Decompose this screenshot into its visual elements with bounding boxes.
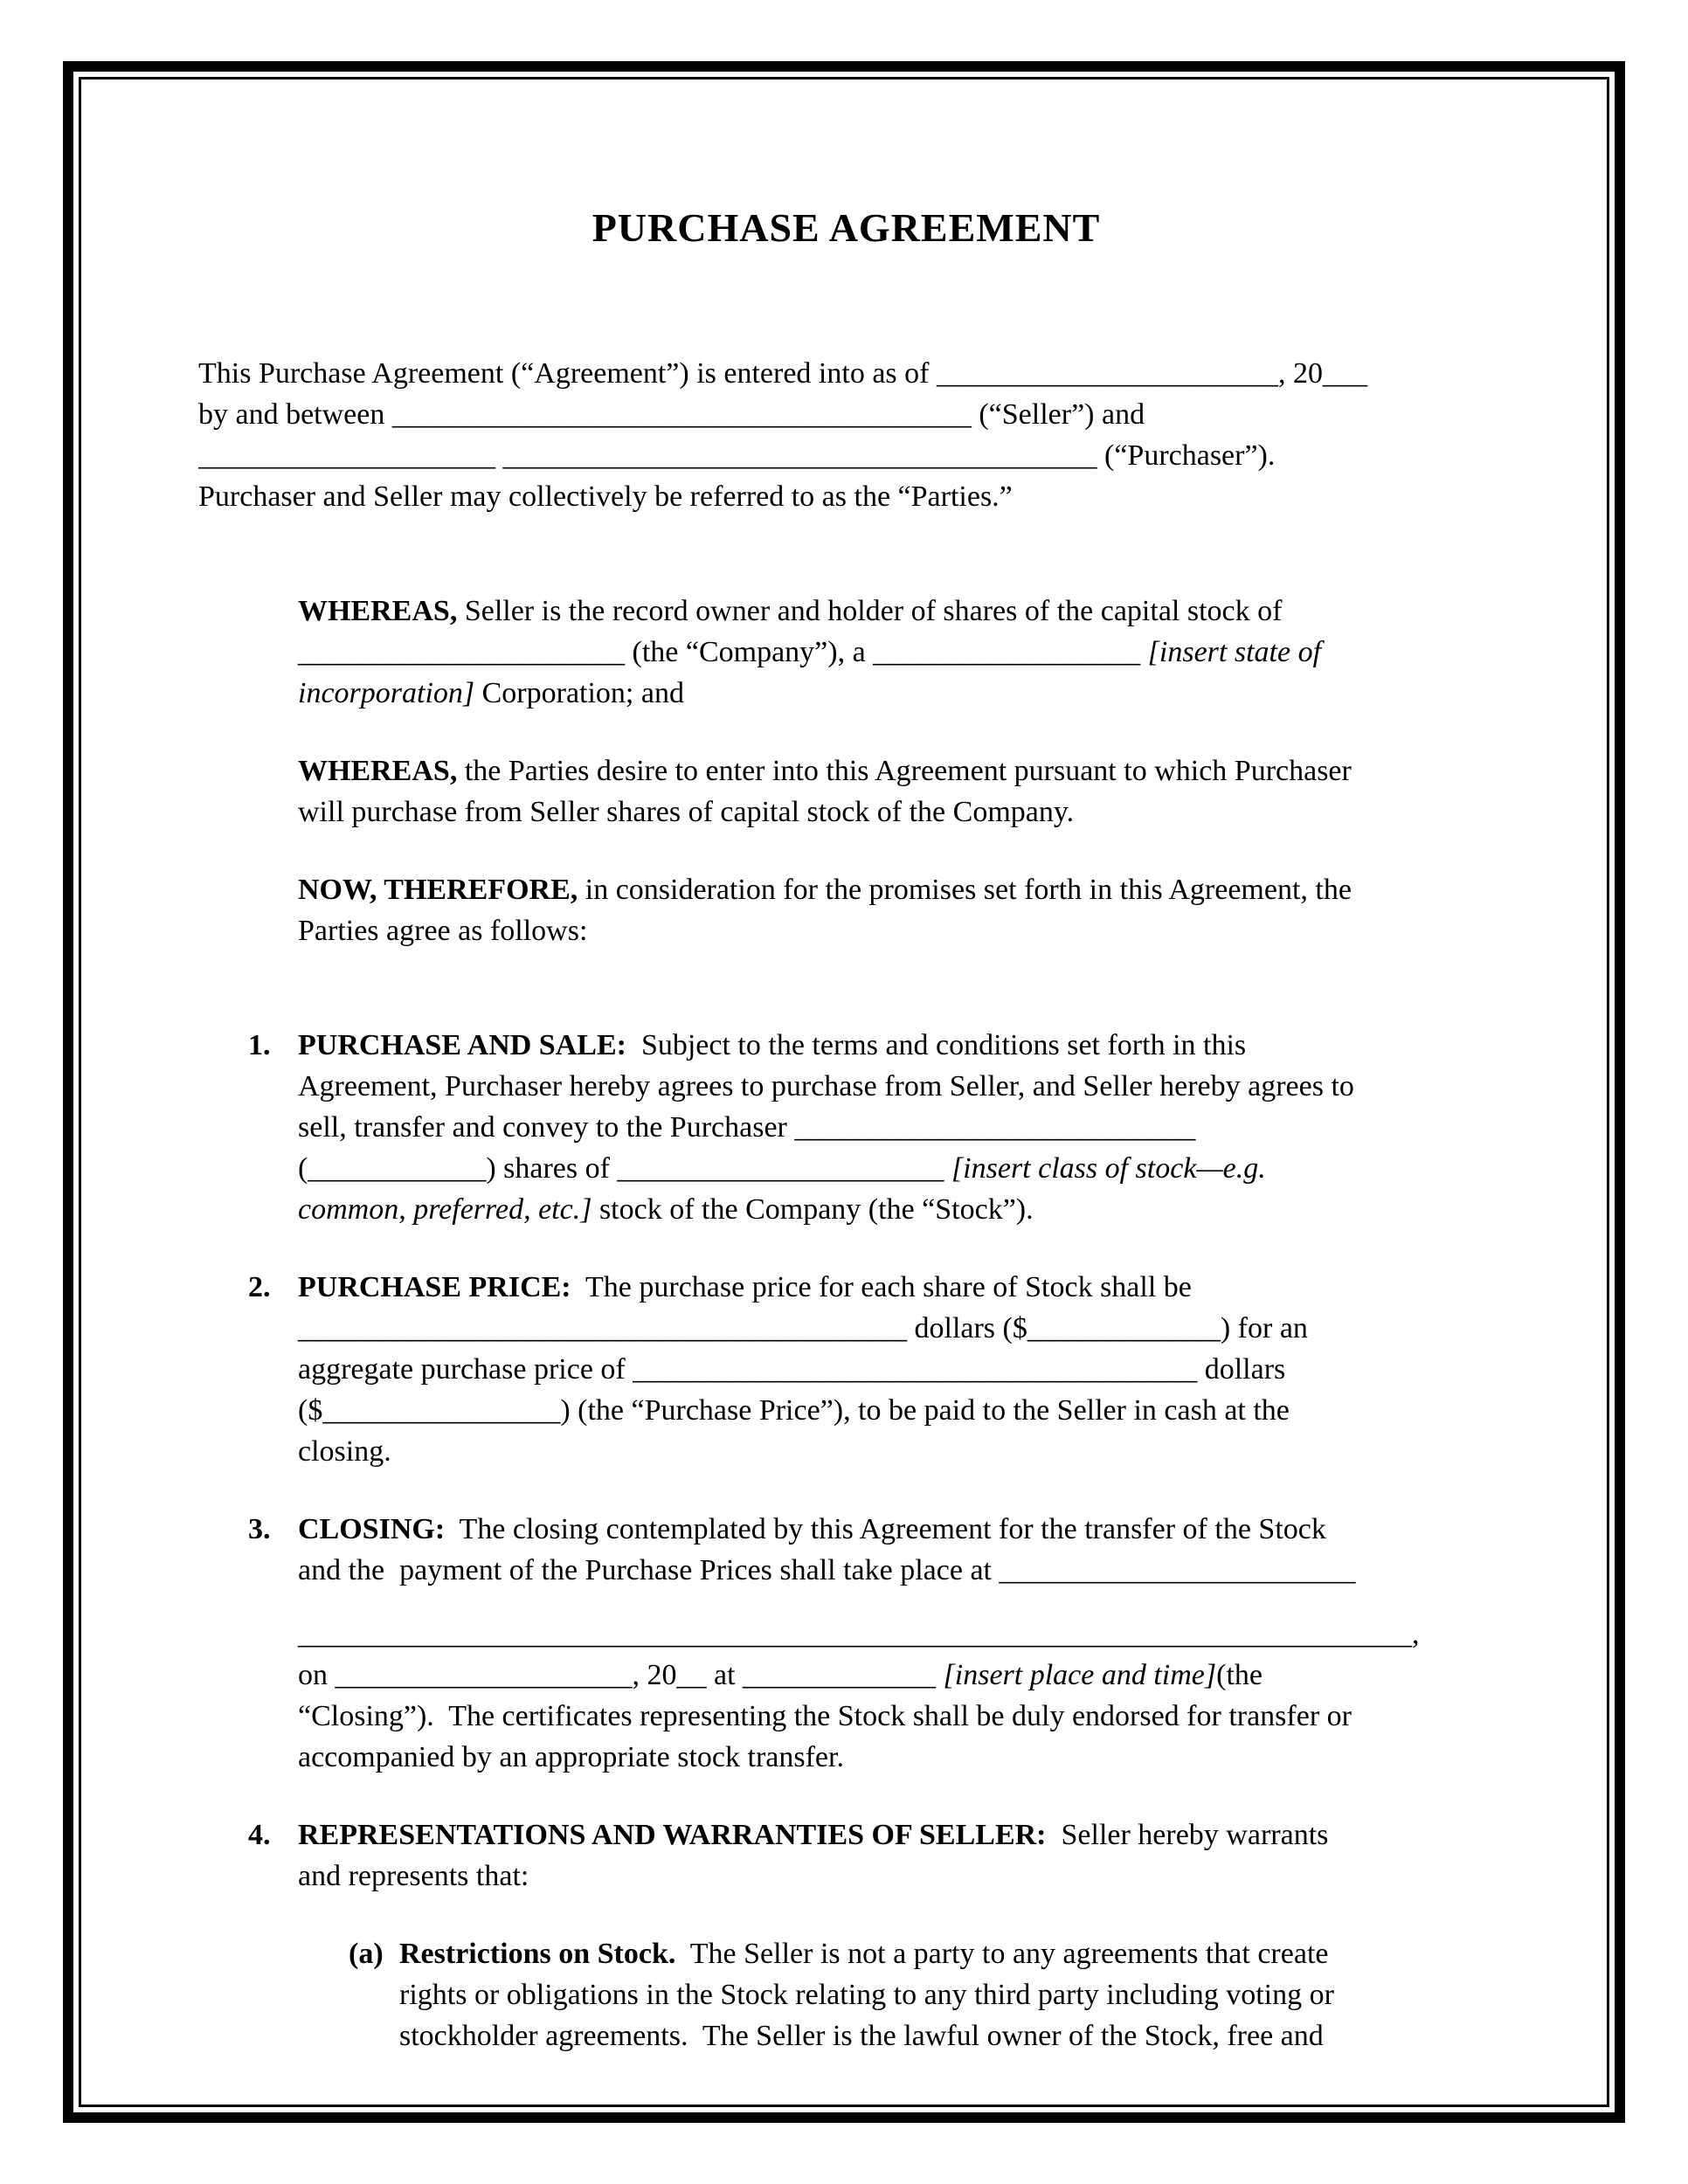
text-run: The Seller is not a party to any agreements that create (675, 1938, 1329, 1970)
text-run: accompanied by an appropriate stock transfer. (298, 1741, 844, 1773)
text-line (298, 1614, 1494, 1655)
text-line (298, 750, 1494, 791)
text-run: and the payment of the Purchase Prices shall take place at ________________________ (298, 1554, 1356, 1586)
text-line (298, 1655, 1494, 1696)
text-line (298, 1696, 1494, 1737)
text-line (298, 1431, 1494, 1472)
text-run: in consideration for the promises set forth in this Agreement, the (578, 874, 1352, 906)
text-line (298, 1148, 1494, 1189)
text-run: PURCHASE AND SALE: (298, 1029, 626, 1061)
text-run: This Purchase Agreement (“Agreement”) is entered into as of _______________________, 20___ (198, 357, 1367, 390)
whereas-recital-1 (298, 591, 1494, 714)
text-line (399, 1933, 1494, 1974)
text-line (298, 910, 1494, 951)
clause-a-restrictions-on-stock-label: (a) (349, 1938, 384, 1970)
text-run: WHEREAS, (298, 755, 458, 787)
text-run: NOW, THEREFORE, (298, 874, 578, 906)
text-run: _________________________________________ dollars ($_____________) for an (298, 1312, 1308, 1344)
text-run: The purchase price for each share of Stock shall be (571, 1271, 1192, 1303)
now-therefore (298, 869, 1494, 951)
text-run: REPRESENTATIONS AND WARRANTIES OF SELLER: (298, 1819, 1047, 1851)
text-run: the Parties desire to enter into this Agreement pursuant to which Purchaser (457, 755, 1352, 787)
text-run: aggregate purchase price of ______________________________________ dollars (298, 1353, 1286, 1386)
text-run: rights or obligations in the Stock relating to any third party including voting or (399, 1979, 1334, 2011)
text-run: [insert class of stock—e.g. (951, 1152, 1266, 1185)
text-run: common, preferred, etc.] (298, 1193, 592, 1226)
text-run: PURCHASE PRICE: (298, 1271, 571, 1303)
section-3-closing-label: 3. (248, 1513, 271, 1545)
text-run: “Closing”). The certificates representing the Stock shall be duly endorsed for transfer or (298, 1700, 1352, 1732)
text-run: by and between _______________________________________ (“Seller”) and (198, 398, 1145, 431)
text-run: and represents that: (298, 1860, 529, 1892)
section-4-representations-warranties (198, 1814, 1494, 1897)
section-2-purchase-price (198, 1267, 1494, 1472)
text-run: sell, transfer and convey to the Purchaser ___________________________ (298, 1111, 1196, 1144)
text-run: stockholder agreements. The Seller is the lawful owner of the Stock, free and (399, 2020, 1324, 2052)
text-line (198, 394, 1494, 435)
text-line (298, 1308, 1494, 1349)
text-line (298, 1509, 1494, 1550)
whereas-recital-2 (298, 750, 1494, 833)
document-content (198, 79, 1494, 2101)
section-1-purchase-and-sale (198, 1025, 1494, 1230)
text-run: incorporation] (298, 677, 475, 709)
text-run: The closing contemplated by this Agreement for the transfer of the Stock (445, 1513, 1326, 1545)
text-run: [insert place and time] (943, 1659, 1217, 1691)
text-line (198, 353, 1494, 394)
text-line (298, 1550, 1494, 1591)
text-line (298, 1025, 1494, 1066)
text-run: CLOSING: (298, 1513, 446, 1545)
section-2-purchase-price-label: 2. (248, 1271, 271, 1303)
text-run: on ____________________, 20__ at _____________ (298, 1659, 944, 1691)
text-line (298, 1107, 1494, 1148)
clause-a-restrictions-on-stock-body (399, 1933, 1494, 2056)
text-run: (the (1216, 1659, 1263, 1691)
text-line (198, 476, 1494, 517)
text-run: (____________) shares of ______________________ (298, 1152, 951, 1185)
text-run: stock of the Company (the “Stock”). (591, 1193, 1034, 1226)
text-line (298, 1737, 1494, 1778)
text-run: Corporation; and (474, 677, 684, 709)
text-line (298, 1814, 1494, 1856)
text-run: WHEREAS, (298, 595, 458, 627)
text-line (298, 673, 1494, 714)
clause-a-restrictions-on-stock (198, 1933, 1494, 2056)
section-1-purchase-and-sale-label: 1. (248, 1029, 271, 1061)
section-3-closing (198, 1509, 1494, 1778)
text-run: Parties agree as follows: (298, 915, 588, 947)
text-line (198, 435, 1494, 476)
text-run: ____________________ ________________________________________ (“Purchaser”). (198, 439, 1276, 472)
text-line (298, 791, 1494, 833)
text-run: Seller is the record owner and holder of shares of the capital stock of (457, 595, 1283, 627)
section-2-purchase-price-body (298, 1267, 1494, 1472)
text-line (298, 632, 1494, 673)
document-title: PURCHASE AGREEMENT (591, 205, 1101, 250)
section-1-purchase-and-sale-body (298, 1025, 1494, 1230)
text-line (298, 1349, 1494, 1390)
text-run: ($________________) (the “Purchase Price”), to be paid to the Seller in cash at the (298, 1394, 1290, 1427)
text-line (399, 2015, 1494, 2056)
text-line (298, 1390, 1494, 1431)
text-line (298, 1267, 1494, 1308)
text-run: will purchase from Seller shares of capital stock of the Company. (298, 796, 1075, 828)
text-run: Seller hereby warrants (1046, 1819, 1329, 1851)
text-run: closing. (298, 1435, 391, 1468)
text-run: Restrictions on Stock. (399, 1938, 676, 1970)
text-run: ______________________ (the “Company”), a __________________ (298, 636, 1148, 668)
text-line (298, 1189, 1494, 1230)
text-run: Agreement, Purchaser hereby agrees to purchase from Seller, and Seller hereby agrees to (298, 1070, 1354, 1102)
document-blocks (198, 353, 1494, 2056)
text-run: ___________________________________________________________________________, (298, 1618, 1420, 1650)
section-3-closing-body (298, 1509, 1494, 1778)
section-4-representations-warranties-label: 4. (248, 1819, 271, 1851)
section-4-representations-warranties-body (298, 1814, 1494, 1897)
text-run: [insert state of (1147, 636, 1322, 668)
intro-paragraph (198, 353, 1494, 517)
text-run: Purchaser and Seller may collectively be referred to as the “Parties.” (198, 480, 1013, 513)
text-line (298, 591, 1494, 632)
text-line (399, 1974, 1494, 2015)
text-run: Subject to the terms and conditions set forth in this (626, 1029, 1247, 1061)
text-line (298, 869, 1494, 910)
text-line (298, 1066, 1494, 1107)
text-line (298, 1856, 1494, 1897)
